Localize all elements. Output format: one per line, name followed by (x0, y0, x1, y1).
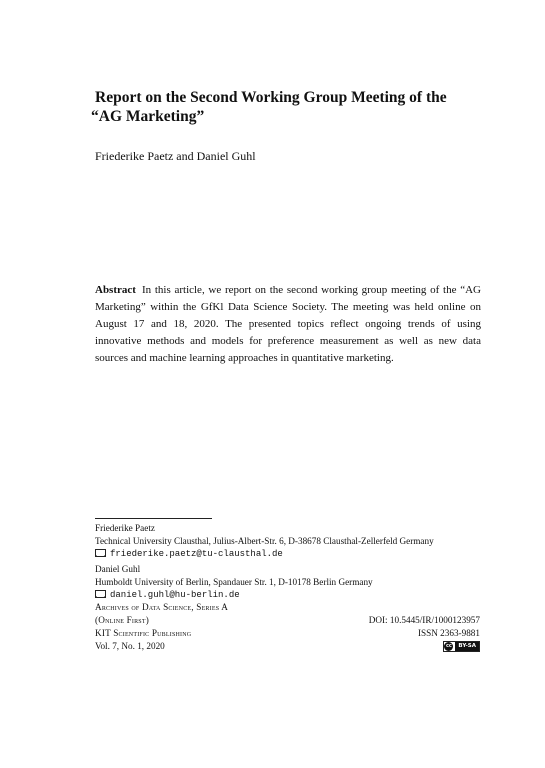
title-line-1: Report on the Second Working Group Meeting of the (95, 89, 447, 106)
doi[interactable]: DOI: 10.5445/IR/1000123957 (368, 615, 480, 625)
cc-license-badge[interactable] (443, 641, 480, 652)
affiliation-address: Technical University Clausthal, Julius-Albert-Str. 6, D-38678 Clausthal-Zellerfeld Germany (95, 535, 434, 546)
abstract-label: Abstract (95, 284, 136, 296)
affiliation-email-row (95, 588, 373, 602)
cc-icon: cc (445, 643, 452, 649)
affiliation-guhl (95, 563, 373, 602)
journal-name: Archives of Data Science, Series A (95, 602, 229, 612)
volume: Vol. 7, No. 1, 2020 (95, 641, 165, 651)
title-line-2: “AG Marketing” (91, 108, 205, 125)
journal-edition: (Online First) (95, 615, 149, 625)
footnote-rule (95, 518, 212, 519)
email-link[interactable]: friederike.paetz@tu-clausthal.de (110, 549, 283, 559)
issn: ISSN 2363-9881 (417, 628, 480, 638)
affiliation-name: Daniel Guhl (95, 564, 141, 574)
journal-info (95, 601, 480, 653)
abstract-text: In this article, we report on the second working group meeting of the “AG Marketing” within the GfKl Data Science Society. The meeting was held online on August 17 and 18, 2020. The presented topics reflect ongoing trends of using innovative methods and models for preference measurement as well as new data sources and machine learning approaches in quantitative marketing. (95, 284, 481, 364)
affiliation-paetz (95, 522, 434, 561)
affiliation-email-row (95, 547, 434, 561)
author-list: Friederike Paetz and Daniel Guhl (95, 149, 256, 163)
affiliation-address: Humboldt University of Berlin, Spandauer Str. 1, D-10178 Berlin Germany (95, 576, 373, 587)
envelope-icon (95, 590, 106, 598)
license-text: BY-SA (455, 642, 479, 651)
paper-title (91, 88, 495, 126)
email-link[interactable]: daniel.guhl@hu-berlin.de (110, 590, 240, 600)
publisher: KIT Scientific Publishing (95, 628, 192, 638)
affiliation-name: Friederike Paetz (95, 523, 155, 533)
envelope-icon (95, 549, 106, 557)
abstract (95, 282, 481, 367)
